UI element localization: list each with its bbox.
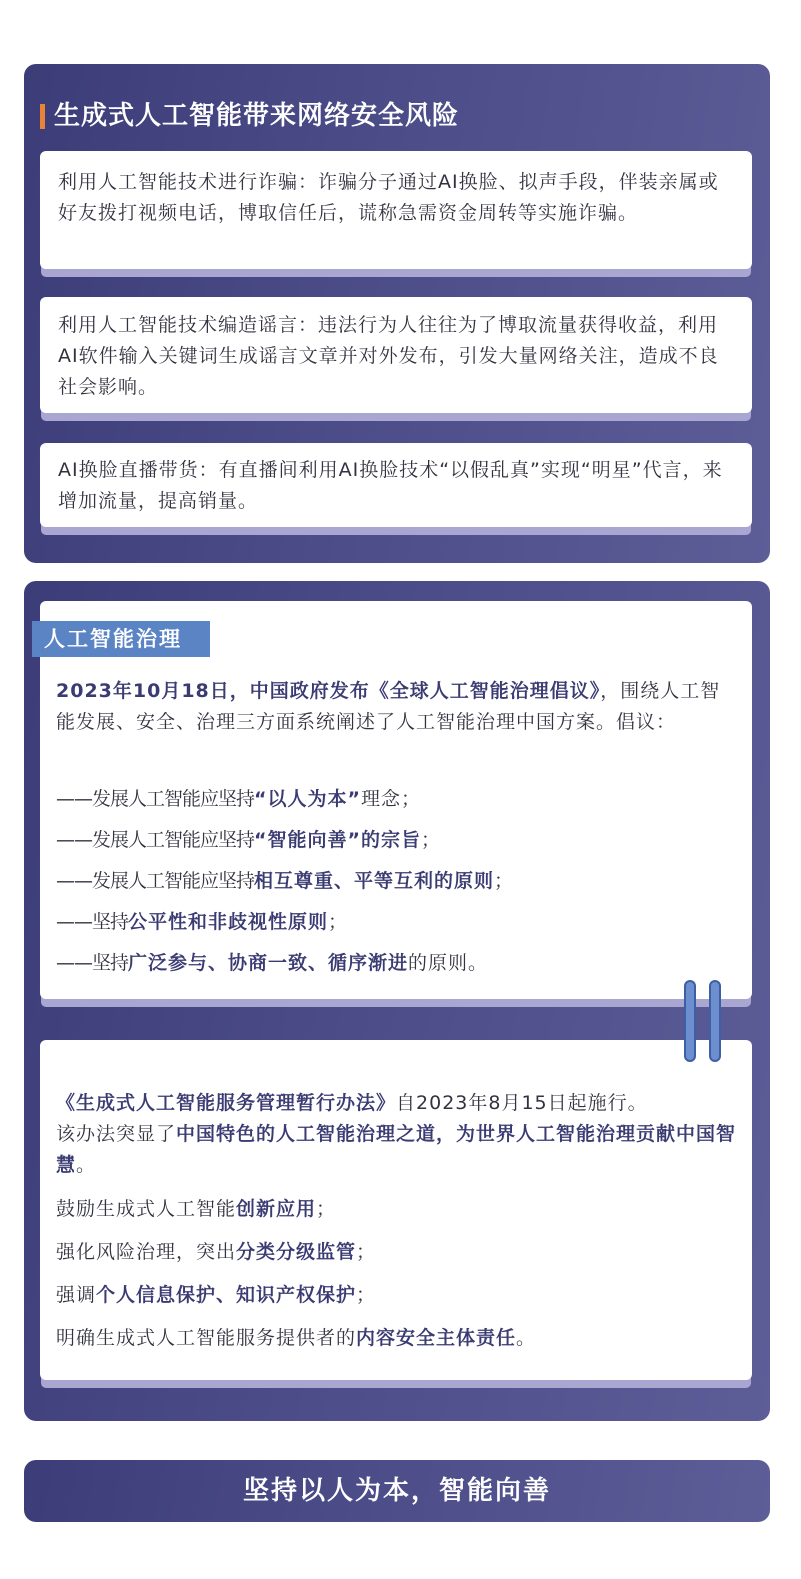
risk-card-text: AI换脸直播带货：有直播间利用AI换脸技术“以假乱真”实现“明星”代言，来增加流量，提高销量。: [58, 459, 723, 512]
initiative-text: [56, 676, 740, 738]
list-item: 鼓励生成式人工智能创新应用；: [56, 1198, 337, 1220]
list-item: ——发展人工智能应坚持相互尊重、平等互利的原则；: [56, 870, 515, 892]
card-connector: [709, 980, 721, 1062]
list-item: 强调个人信息保护、知识产权保护；: [56, 1284, 377, 1306]
card-connector: [684, 980, 696, 1062]
slogan-banner: 坚持以人为本，智能向善: [24, 1460, 770, 1522]
governance-tag: 人工智能治理: [32, 621, 210, 657]
risk-card-text: 利用人工智能技术进行诈骗：诈骗分子通过AI换脸、拟声手段，伴装亲属或好友拨打视频电话，博取信任后，谎称急需资金周转等实施诈骗。: [58, 171, 719, 224]
measures-intro: 《生成式人工智能服务管理暂行办法》自2023年8月15日起施行。 该办法突显了中国特色的人工智能治理之道，为世界人工智能治理贡献中国智慧。: [56, 1092, 737, 1176]
risk-card-fraud: [40, 151, 752, 269]
section-title: 生成式人工智能带来网络安全风险: [54, 101, 460, 131]
risk-card-text: 利用人工智能技术编造谣言：违法行为人往往为了博取流量获得收益，利用AI软件输入关键词生成谣言文章并对外发布，引发大量网络关注，造成不良社会影响。: [58, 314, 719, 398]
list-item: ——发展人工智能应坚持“智能向善”的宗旨；: [56, 829, 442, 851]
initiative-list: [56, 784, 740, 979]
risk-card-rumor: [40, 297, 752, 413]
list-item: 强化风险治理，突出分类分级监管；: [56, 1241, 377, 1263]
measures-list: [56, 1194, 740, 1354]
initiative-intro: 2023年10月18日，中国政府发布《全球人工智能治理倡议》，围绕人工智能发展、安全、治理三方面系统阐述了人工智能治理中国方案。倡议：: [56, 680, 721, 733]
risk-card-livestream: [40, 443, 752, 527]
list-item: ——发展人工智能应坚持“以人为本”理念；: [56, 788, 422, 810]
list-item: 明确生成式人工智能服务提供者的内容安全主体责任。: [56, 1327, 537, 1349]
list-item: ——坚持公平性和非歧视性原则；: [56, 911, 349, 933]
list-item: ——坚持广泛参与、协商一致、循序渐进的原则。: [56, 952, 489, 974]
